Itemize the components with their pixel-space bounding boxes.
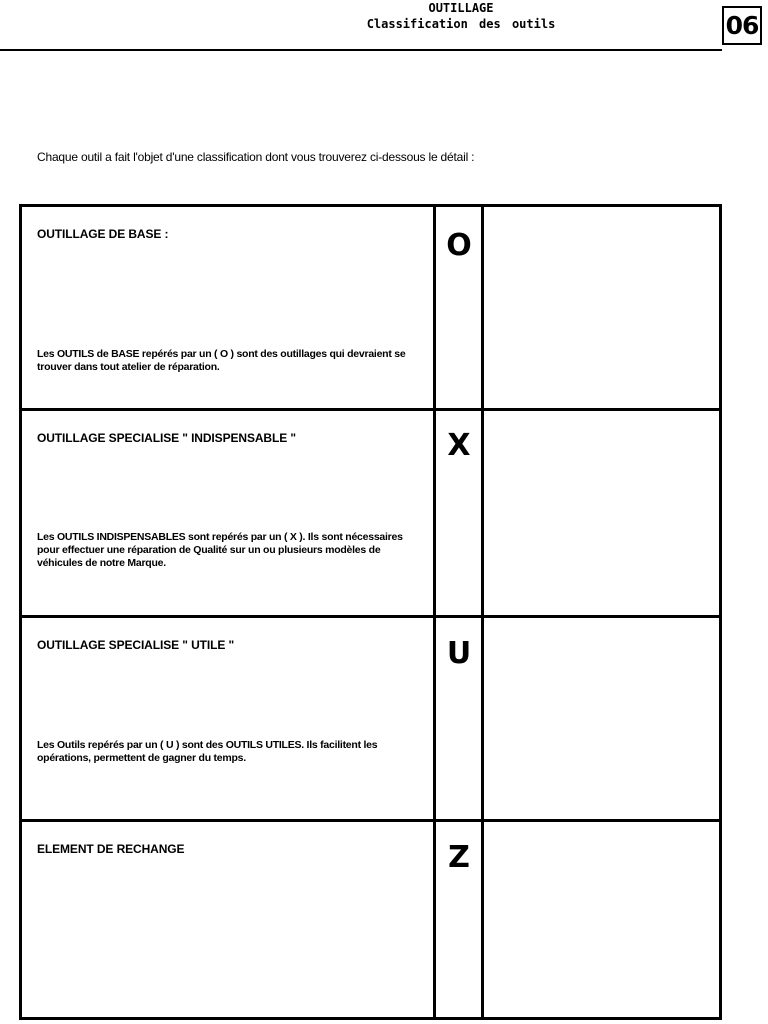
symbol-column-right-border xyxy=(481,207,484,1017)
row-symbol: O xyxy=(446,228,472,263)
intro-text: Chaque outil a fait l'objet d'une classification dont vous trouverez ci-dessous le détail : xyxy=(37,150,475,164)
row-symbol: X xyxy=(447,428,471,463)
header-title: OUTILLAGE xyxy=(428,1,494,15)
row-description: Les Outils repérés par un ( U ) sont des OUTILS UTILES. Ils facilitent les opérations, permettent de gagner du temps. xyxy=(37,739,378,764)
table-row-indispensable xyxy=(22,411,719,618)
row-description: Les OUTILS INDISPENSABLES sont repérés par un ( X ). Ils sont nécessaires pour effectuer une réparation de Qualité sur un ou plusieurs modèles de véhicules de notre Marque. xyxy=(37,531,403,569)
row-heading: OUTILLAGE SPECIALISE " INDISPENSABLE " xyxy=(37,431,296,445)
symbol-column-left-border xyxy=(433,207,436,1017)
header-rule xyxy=(0,49,722,51)
row-heading: OUTILLAGE SPECIALISE " UTILE " xyxy=(37,638,235,652)
row-symbol: Z xyxy=(448,840,470,875)
table-row-rechange xyxy=(22,822,719,1017)
table-row-utile xyxy=(22,618,719,822)
table-row-base xyxy=(22,207,719,411)
row-description: Les OUTILS de BASE repérés par un ( O ) sont des outillages qui devraient se trouver dans tout atelier de réparation. xyxy=(37,348,406,373)
section-number: 06 xyxy=(722,6,762,45)
row-heading: OUTILLAGE DE BASE : xyxy=(37,227,169,241)
classification-table xyxy=(19,204,722,1020)
row-heading: ELEMENT DE RECHANGE xyxy=(37,842,185,856)
row-symbol: U xyxy=(446,636,472,671)
header-subtitle: Classification des outils xyxy=(366,17,556,31)
